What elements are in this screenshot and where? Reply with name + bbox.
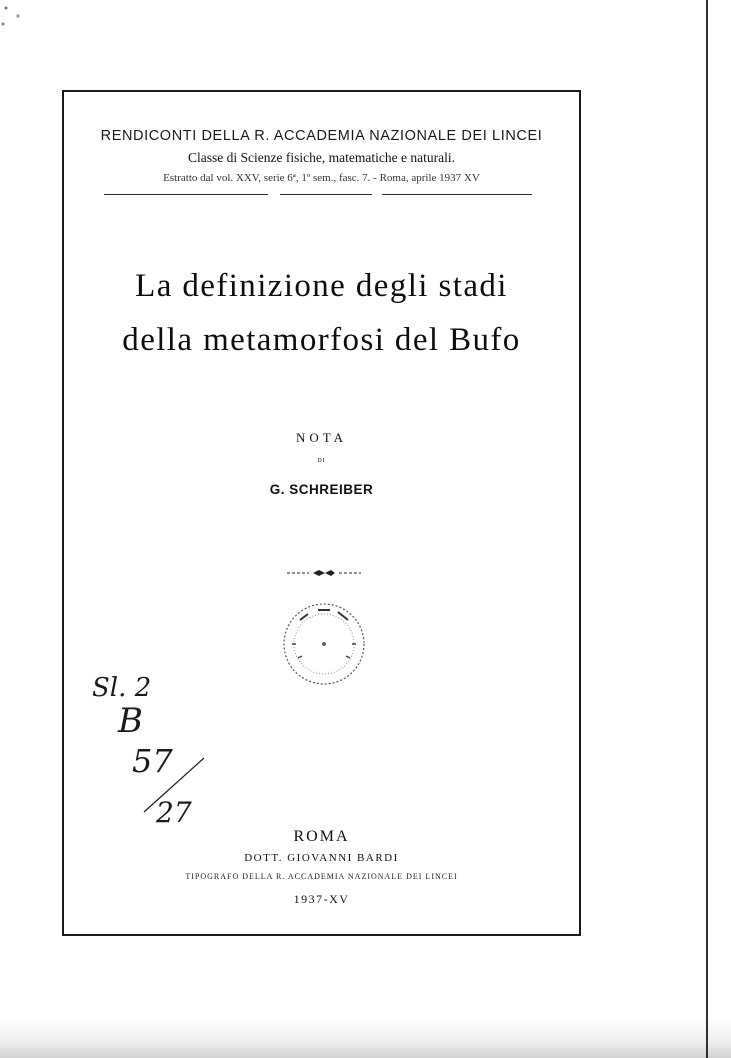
author-name: G. SCHREIBER <box>269 482 374 497</box>
ornament-divider <box>285 566 363 580</box>
extract-info: Estratto dal vol. XXV, serie 6ª, 1º sem., fasc. 7. - Roma, aprile 1937 XV <box>163 172 480 184</box>
handwriting-line-1: Sl. 2 <box>92 673 152 703</box>
handwriting-line-4: 27 <box>156 796 192 829</box>
handwriting-line-3: 57 <box>132 742 173 780</box>
imprint-tipografo: TIPOGRAFO DELLA R. ACCADEMIA NAZIONALE DEI LINCEI <box>185 872 458 881</box>
scan-shadow-bottom <box>0 1018 731 1058</box>
title-line-1: La definizione degli stadi <box>135 268 508 304</box>
handwriting-line-2: B <box>118 701 143 741</box>
header-rule-right <box>382 194 532 195</box>
journal-class: Classe di Scienze fisiche, matematiche e naturali. <box>188 150 455 165</box>
header-rule-mid <box>280 194 372 195</box>
imprint-city: ROMA <box>293 828 350 845</box>
di-label: DI <box>317 458 326 464</box>
imprint-year: 1937-XV <box>293 892 350 906</box>
handwritten-shelfmark <box>88 662 218 842</box>
imprint-printer: DOTT. GIOVANNI BARDI <box>244 852 399 864</box>
header-rule-left <box>104 194 268 195</box>
library-stamp <box>278 598 370 690</box>
journal-name: RENDICONTI DELLA R. ACCADEMIA NAZIONALE DEI LINCEI <box>100 128 543 144</box>
nota-label: NOTA <box>295 430 348 445</box>
title-line-2: della metamorfosi del Bufo <box>122 322 521 358</box>
scan-edge-right <box>706 0 708 1058</box>
scan-speckle-top <box>0 0 60 40</box>
